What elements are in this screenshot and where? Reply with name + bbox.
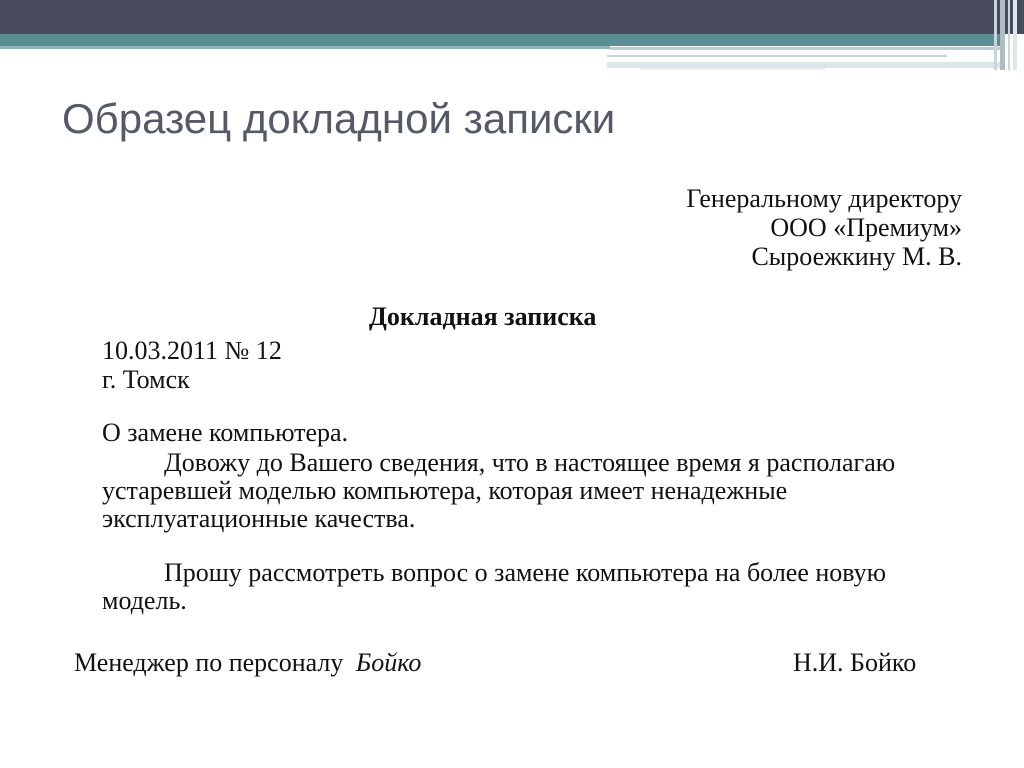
header-band <box>0 0 1024 34</box>
addressee-block <box>562 184 962 271</box>
header-accent-line <box>0 46 610 49</box>
addressee-position: Генеральному директору <box>686 184 962 213</box>
slide-title: Образец докладной записки <box>62 95 616 142</box>
decorative-bar <box>994 0 997 70</box>
decorative-bars <box>994 0 1024 70</box>
decorative-line <box>607 55 947 57</box>
decorative-bar <box>1013 0 1017 70</box>
document-subject: О замене компьютера. <box>102 418 349 447</box>
document-date-number: 10.03.2011 № 12 <box>102 336 282 365</box>
body-paragraph: Довожу до Вашего сведения, что в настоящее время я располагаю устаревшей моделью компьютера, которая имеет ненадежные эксплуатационные качества. <box>102 448 896 533</box>
document-meta <box>102 336 282 394</box>
decorative-line <box>610 47 1000 50</box>
decorative-bar <box>1000 0 1005 70</box>
decorative-line <box>640 68 825 70</box>
document-title: Докладная записка <box>369 302 597 331</box>
addressee-name: Сыроежкину М. В. <box>751 242 962 271</box>
decorative-bar <box>1008 0 1010 70</box>
signatory-name: Н.И. Бойко <box>793 648 917 677</box>
addressee-company: ООО «Премиум» <box>770 213 962 242</box>
signatory-position: Менеджер по персоналу <box>74 648 344 677</box>
handwritten-signature: Бойко <box>355 648 422 677</box>
body-paragraph: Прошу рассмотреть вопрос о замене компьютера на более новую модель. <box>102 558 887 615</box>
header-accent-stripe <box>0 34 1000 46</box>
signature-position-line <box>74 648 421 678</box>
document-city: г. Томск <box>102 365 190 394</box>
